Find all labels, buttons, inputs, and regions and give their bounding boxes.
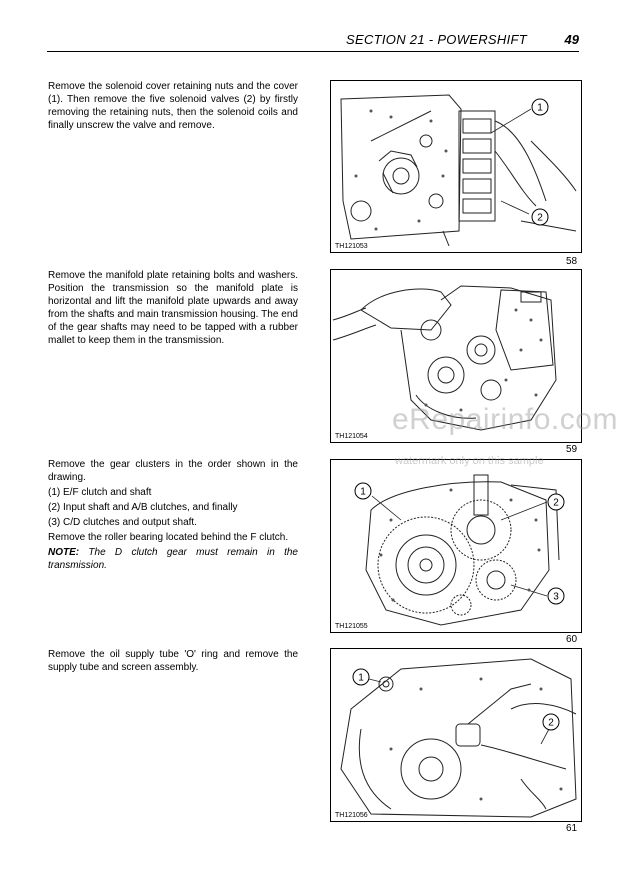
oil-supply-tube-illustration: [331, 649, 581, 821]
figure-number: 59: [566, 444, 578, 455]
step-3-note: [48, 546, 298, 572]
step-3-item-1: (1) E/F clutch and shaft: [48, 487, 152, 498]
figure-number: 58: [566, 256, 578, 267]
figure-58: [330, 80, 582, 253]
page-header: [47, 32, 579, 52]
figure-code: TH121053: [335, 243, 368, 250]
gear-clusters-illustration: [331, 460, 581, 632]
step-3-text: [48, 458, 298, 574]
section-title: SECTION 21 - POWERSHIFT: [346, 32, 527, 47]
figure-number: 60: [566, 634, 578, 645]
header-rule: [47, 51, 579, 52]
watermark-subtext: watermark only on this sample: [395, 455, 544, 467]
figure-60: [330, 459, 582, 633]
step-3-paragraph-2: Remove the roller bearing located behind the F clutch.: [48, 532, 289, 543]
step-3-item-2: (2) Input shaft and A/B clutches, and finally: [48, 502, 238, 513]
note-text: The D clutch gear must remain in the transmission.: [48, 547, 298, 571]
step-3-paragraph-1: Remove the gear clusters in the order shown in the drawing.: [48, 459, 298, 483]
step-4-text: [48, 648, 298, 676]
figure-number: 61: [566, 823, 578, 834]
callout-3: 3: [553, 591, 559, 603]
figure-code: TH121054: [335, 433, 368, 440]
step-4-paragraph: Remove the oil supply tube 'O' ring and remove the supply tube and screen assembly.: [48, 649, 298, 673]
step-2-paragraph: Remove the manifold plate retaining bolts and washers. Position the transmission so the manifold plate is horizontal and lift the manifold plate upwards and away from the shafts and main transmission housing. The end of the gear shafts may need to be tapped with a rubber mallet to keep them in the transmission.: [48, 270, 298, 346]
solenoid-valves-illustration: [331, 81, 581, 252]
callout-1: 1: [358, 672, 364, 684]
page-number: 49: [564, 32, 579, 47]
callout-1: 1: [360, 486, 366, 498]
callout-2: 2: [553, 497, 559, 509]
step-1-paragraph: Remove the solenoid cover retaining nuts and the cover (1). Then remove the five solenoid valves (2) by firstly removing the retaining nuts, then the solenoid coils and finally unscrew the valve and remove.: [48, 81, 298, 131]
callout-2: 2: [537, 212, 543, 224]
callout-2: 2: [548, 717, 554, 729]
callout-1: 1: [537, 102, 543, 114]
watermark-text: eRepairinfo.com: [392, 403, 618, 436]
step-1-text: [48, 80, 298, 134]
figure-code: TH121055: [335, 623, 368, 630]
note-label: NOTE:: [48, 547, 80, 558]
step-3-item-3: (3) C/D clutches and output shaft.: [48, 517, 197, 528]
figure-code: TH121056: [335, 812, 368, 819]
figure-61: [330, 648, 582, 822]
step-2-text: [48, 269, 298, 349]
